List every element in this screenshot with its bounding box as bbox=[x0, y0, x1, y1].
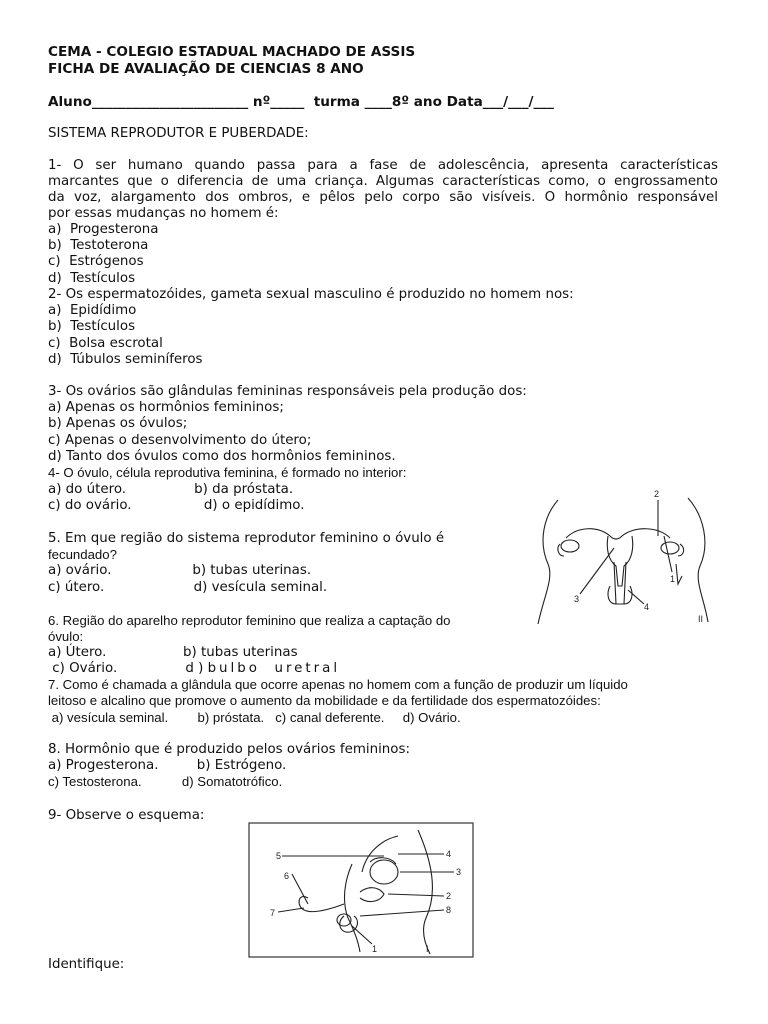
q7-text: 7. Como é chamada a glândula que ocorre apenas no homem com a função de produzir um líquido bbox=[48, 677, 628, 692]
q7-options-row: a) vesícula seminal. b) próstata. c) canal deferente. d) Ovário. bbox=[48, 710, 461, 725]
q1-line: 1- O ser humano quando passa para a fase de adolescência, apresenta características bbox=[48, 158, 718, 173]
q1-option: a) Progesterona bbox=[48, 222, 159, 237]
male-label-1: 1 bbox=[372, 944, 378, 954]
sheet-title: FICHA DE AVALIAÇÃO DE CIENCIAS 8 ANO bbox=[48, 61, 364, 77]
q6-options-row bbox=[48, 661, 340, 677]
female-label-roman: II bbox=[698, 614, 704, 624]
school-name: CEMA - COLEGIO ESTADUAL MACHADO DE ASSIS bbox=[48, 44, 416, 60]
q2-option: c) Bolsa escrotal bbox=[48, 336, 163, 351]
q6-options-row: a) Útero. b) tubas uterinas bbox=[48, 645, 298, 660]
q6-option-c: c) Ovário. d ) bbox=[48, 661, 208, 676]
q2-option: a) Epidídimo bbox=[48, 303, 137, 318]
q5-options-row: a) ovário. b) tubas uterinas. bbox=[48, 563, 312, 578]
male-reproductive-diagram bbox=[248, 822, 474, 958]
q3-option: b) Apenas os óvulos; bbox=[48, 416, 188, 431]
identify-label: Identifique: bbox=[48, 957, 125, 972]
q6-text: 6. Região do aparelho reprodutor feminino que realiza a captação do bbox=[48, 613, 451, 628]
q1-line: por essas mudanças no homem é: bbox=[48, 206, 279, 221]
q7-text: leitoso e alcalino que promove o aumento da mobilidade e da fertilidade dos espermatozóides: bbox=[48, 693, 601, 708]
q3-option: a) Apenas os hormônios femininos; bbox=[48, 400, 284, 415]
male-label-4: 4 bbox=[446, 849, 452, 859]
q6-text: óvulo: bbox=[48, 629, 84, 644]
female-label-3: 3 bbox=[574, 594, 580, 604]
q4-options-row: a) do útero. b) da próstata. bbox=[48, 482, 294, 497]
topic-heading: SISTEMA REPRODUTOR E PUBERDADE: bbox=[48, 126, 309, 141]
female-label-4: 4 bbox=[644, 602, 650, 612]
q5-text: 5. Em que região do sistema reprodutor feminino o óvulo é bbox=[48, 531, 445, 546]
q2-option: d) Túbulos seminíferos bbox=[48, 352, 203, 367]
q6-option-d-text: bulbo uretral bbox=[207, 661, 341, 676]
female-reproductive-diagram bbox=[518, 486, 728, 626]
male-label-7: 7 bbox=[270, 908, 276, 918]
q1-option: d) Testículos bbox=[48, 271, 136, 286]
male-label-8: 8 bbox=[446, 905, 452, 915]
male-label-6: 6 bbox=[284, 871, 290, 881]
q5-options-row: c) útero. d) vesícula seminal. bbox=[48, 580, 328, 595]
female-label-1: 1 bbox=[670, 574, 676, 584]
q1-option: c) Estrógenos bbox=[48, 254, 144, 269]
male-label-5: 5 bbox=[276, 851, 282, 861]
q9-text: 9- Observe o esquema: bbox=[48, 808, 205, 823]
q8-text: 8. Hormônio que é produzido pelos ovários femininos: bbox=[48, 742, 410, 757]
q8-options-row: c) Testosterona. d) Somatotrófico. bbox=[48, 774, 283, 789]
student-info-line: Aluno_______________________ nº_____ turma ____8º ano Data___/___/___ bbox=[48, 94, 554, 110]
male-label-roman: I bbox=[426, 944, 429, 954]
q1-option: b) Testoterona bbox=[48, 238, 149, 253]
q8-options-row: a) Progesterona. b) Estrógeno. bbox=[48, 758, 287, 773]
q1-line: marcantes que o diferencia de uma criança. Algumas características como, o engrossamento bbox=[48, 174, 718, 189]
q2-option: b) Testículos bbox=[48, 319, 136, 334]
q1-line: da voz, alargamento dos ombros, e pêlos pelo corpo são visíveis. O hormônio responsável bbox=[48, 190, 718, 205]
q5-text: fecundado? bbox=[48, 547, 117, 562]
male-label-3: 3 bbox=[456, 867, 462, 877]
q3-text: 3- Os ovários são glândulas femininas responsáveis pela produção dos: bbox=[48, 384, 527, 399]
q4-text: 4- O óvulo, célula reprodutiva feminina, é formado no interior: bbox=[48, 465, 407, 480]
male-label-2: 2 bbox=[446, 891, 452, 901]
q3-option: c) Apenas o desenvolvimento do útero; bbox=[48, 433, 312, 448]
female-label-2: 2 bbox=[654, 489, 660, 499]
q4-options-row: c) do ovário. d) o epidídimo. bbox=[48, 498, 305, 513]
q2-text: 2- Os espermatozóides, gameta sexual masculino é produzido no homem nos: bbox=[48, 287, 574, 302]
q3-option: d) Tanto dos óvulos como dos hormônios femininos. bbox=[48, 449, 396, 464]
